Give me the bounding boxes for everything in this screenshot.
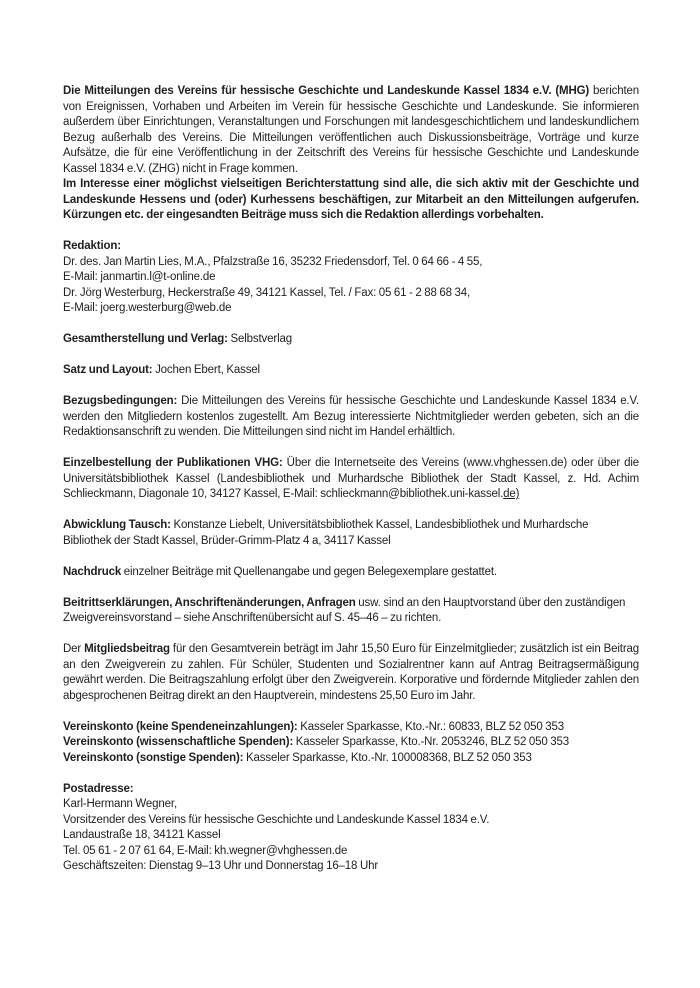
text-run: usw. sind an den Hauptvorstand über den zuständigen Zweigvereinsvorstand – siehe Anschriftenübersicht auf S. 45–46 – zu richten. xyxy=(63,596,626,624)
paragraph-einzelbestellung xyxy=(63,456,639,503)
paragraph-redaktion xyxy=(63,239,639,317)
text-run-bold: Vereinskonto (sonstige Spenden): xyxy=(63,751,244,764)
text-run: Kasseler Sparkasse, Kto.-Nr. 2053246, BLZ 52 050 353 xyxy=(293,736,570,748)
text-run-bold: Gesamtherstellung und Verlag: xyxy=(63,333,228,345)
text-run: Der xyxy=(63,643,85,655)
paragraph-mitarbeit-aufruf xyxy=(63,177,639,224)
paragraph-mitgliedsbeitrag xyxy=(63,642,639,704)
text-run-bold: Postadresse: xyxy=(63,782,134,795)
paragraph-postadresse xyxy=(63,782,639,875)
text-run: Über die Internetseite des Vereins (www.vhghessen.de) oder über die Universitätsbibliothek Kassel (Landesbibliothek und Murhardsche Bibliothek der Stadt Kassel, z. Hd. Achim Schlieckmann, Diagonale 10, 34127 Kassel, E-Mail: schlieckmann@bibliothek.uni-kassel. xyxy=(63,457,639,500)
text-run-bold: Die Mitteilungen des Vereins für hessische Geschichte und Landeskunde Kassel 1834 e.V. (MHG) xyxy=(63,85,590,97)
text-run: Kasseler Sparkasse, Kto.-Nr.: 60833, BLZ 52 050 353 xyxy=(297,720,565,733)
text-run: Tel. 05 61 - 2 07 61 64, E-Mail: kh.wegner@vhghessen.de xyxy=(63,844,348,857)
text-run: Vorsitzender des Vereins für hessische Geschichte und Landeskunde Kassel 1834 e.V. xyxy=(63,813,490,826)
text-run-bold: Abwicklung Tausch: xyxy=(63,519,171,531)
paragraph-abwicklung-tausch xyxy=(63,518,639,549)
paragraph-satz-layout xyxy=(63,363,639,379)
text-run: Dr. des. Jan Martin Lies, M.A., Pfalzstraße 16, 35232 Friedensdorf, Tel. 0 64 66 - 4 55, xyxy=(63,255,483,268)
text-run-bold: Redaktion: xyxy=(63,240,121,252)
text-run-bold: Vereinskonto (keine Spendeneinzahlungen): xyxy=(63,720,298,733)
paragraph-intro xyxy=(63,84,639,177)
text-run: E-Mail: joerg.westerburg@web.de xyxy=(63,302,232,314)
text-run-bold: Einzelbestellung der Publikationen VHG: xyxy=(63,457,283,469)
text-run: Dr. Jörg Westerburg, Heckerstraße 49, 34121 Kassel, Tel. / Fax: 05 61 - 2 88 68 34, xyxy=(63,286,471,299)
text-run: Die Mitteilungen des Vereins für hessische Geschichte und Landeskunde Kassel 1834 e.V. werden den Mitgliedern kostenlos zugestellt. Am Bezug interessierte Nichtmitglieder werden gebeten, sich an die Redaktionsanschrift zu wenden. Die Mitteilungen sind nicht im Handel erhältlich. xyxy=(63,395,639,438)
text-run: Geschäftszeiten: Dienstag 9–13 Uhr und Donnerstag 16–18 Uhr xyxy=(63,860,379,872)
text-run-bold: Bezugsbedingungen: xyxy=(63,395,178,407)
paragraph-gesamtherstellung xyxy=(63,332,639,348)
text-run-bold: Nachdruck xyxy=(63,565,122,578)
text-run: Landaustraße 18, 34121 Kassel xyxy=(63,829,221,841)
text-run-bold: Im Interesse einer möglichst vielseitigen Berichterstattung sind alle, die sich aktiv mit der Geschichte und Landeskunde Hessens und (oder) Kurhessens beschäftigen, zur Mitarbeit an den Mitteilungen aufgerufen. Kürzungen etc. der eingesandten Beiträge muss sich die Redaktion allerdings vorbehalten. xyxy=(63,178,639,221)
text-run: einzelner Beiträge mit Quellenangabe und gegen Belegexemplare gestattet. xyxy=(121,565,497,578)
text-run: Karl-Hermann Wegner, xyxy=(63,798,177,810)
text-run: berichten von Ereignissen, Vorhaben und Arbeiten im Verein für hessische Geschichte und Landeskunde. Sie informieren außerdem über Einrichtungen, Veranstaltungen und Forschungen mit landesgeschichtlichem und landeskundlichem Bezug außerhalb des Vereins. Die Mitteilungen veröffentlichen auch Diskussionsbeiträge, Vorträge und kurze Aufsätze, die für eine Veröffentlichung in der Zeitschrift des Vereins für hessische Geschichte und Landeskunde Kassel 1834 e.V. (ZHG) nicht in Frage kommen. xyxy=(63,85,639,175)
paragraph-beitrittserklaerungen xyxy=(63,596,639,627)
text-run: Selbstverlag xyxy=(227,333,292,345)
text-run-bold: Satz und Layout: xyxy=(63,364,153,376)
text-run-bold: Vereinskonto (wissenschaftliche Spenden): xyxy=(63,736,294,748)
document-body xyxy=(63,84,639,875)
paragraph-vereinskonten xyxy=(63,720,639,767)
text-run: Kasseler Sparkasse, Kto.-Nr. 100008368, BLZ 52 050 353 xyxy=(243,751,532,764)
paragraph-bezugsbedingungen xyxy=(63,394,639,441)
paragraph-nachdruck xyxy=(63,565,639,581)
text-run: Konstanze Liebelt, Universitätsbibliothek Kassel, Landesbibliothek und Murhardsche Bibliothek der Stadt Kassel, Brüder-Grimm-Platz 4 a, 34117 Kassel xyxy=(63,519,589,547)
text-run: für den Gesamtverein beträgt im Jahr 15,50 Euro für Einzelmitglieder; zusätzlich ist ein Beitrag an den Zweigverein zu zahlen. Für Schüler, Studenten und Sozialrentner kann auf Antrag Beitragsermäßigung gewährt werden. Die Beitragszahlung erfolgt über den Zweigverein. Korporative und fördernde Mitglieder zahlen den abgesprochenen Beitrag direkt an den Hauptverein, mindestens 25,50 Euro im Jahr. xyxy=(63,643,640,702)
text-run-bold: Beitrittserklärungen, Anschriftenänderungen, Anfragen xyxy=(63,596,356,609)
text-run: E-Mail: janmartin.l@t-online.de xyxy=(63,271,216,283)
text-run-bold: Mitgliedsbeitrag xyxy=(84,643,170,655)
text-run: de) xyxy=(503,488,520,500)
text-run: Jochen Ebert, Kassel xyxy=(152,364,260,376)
